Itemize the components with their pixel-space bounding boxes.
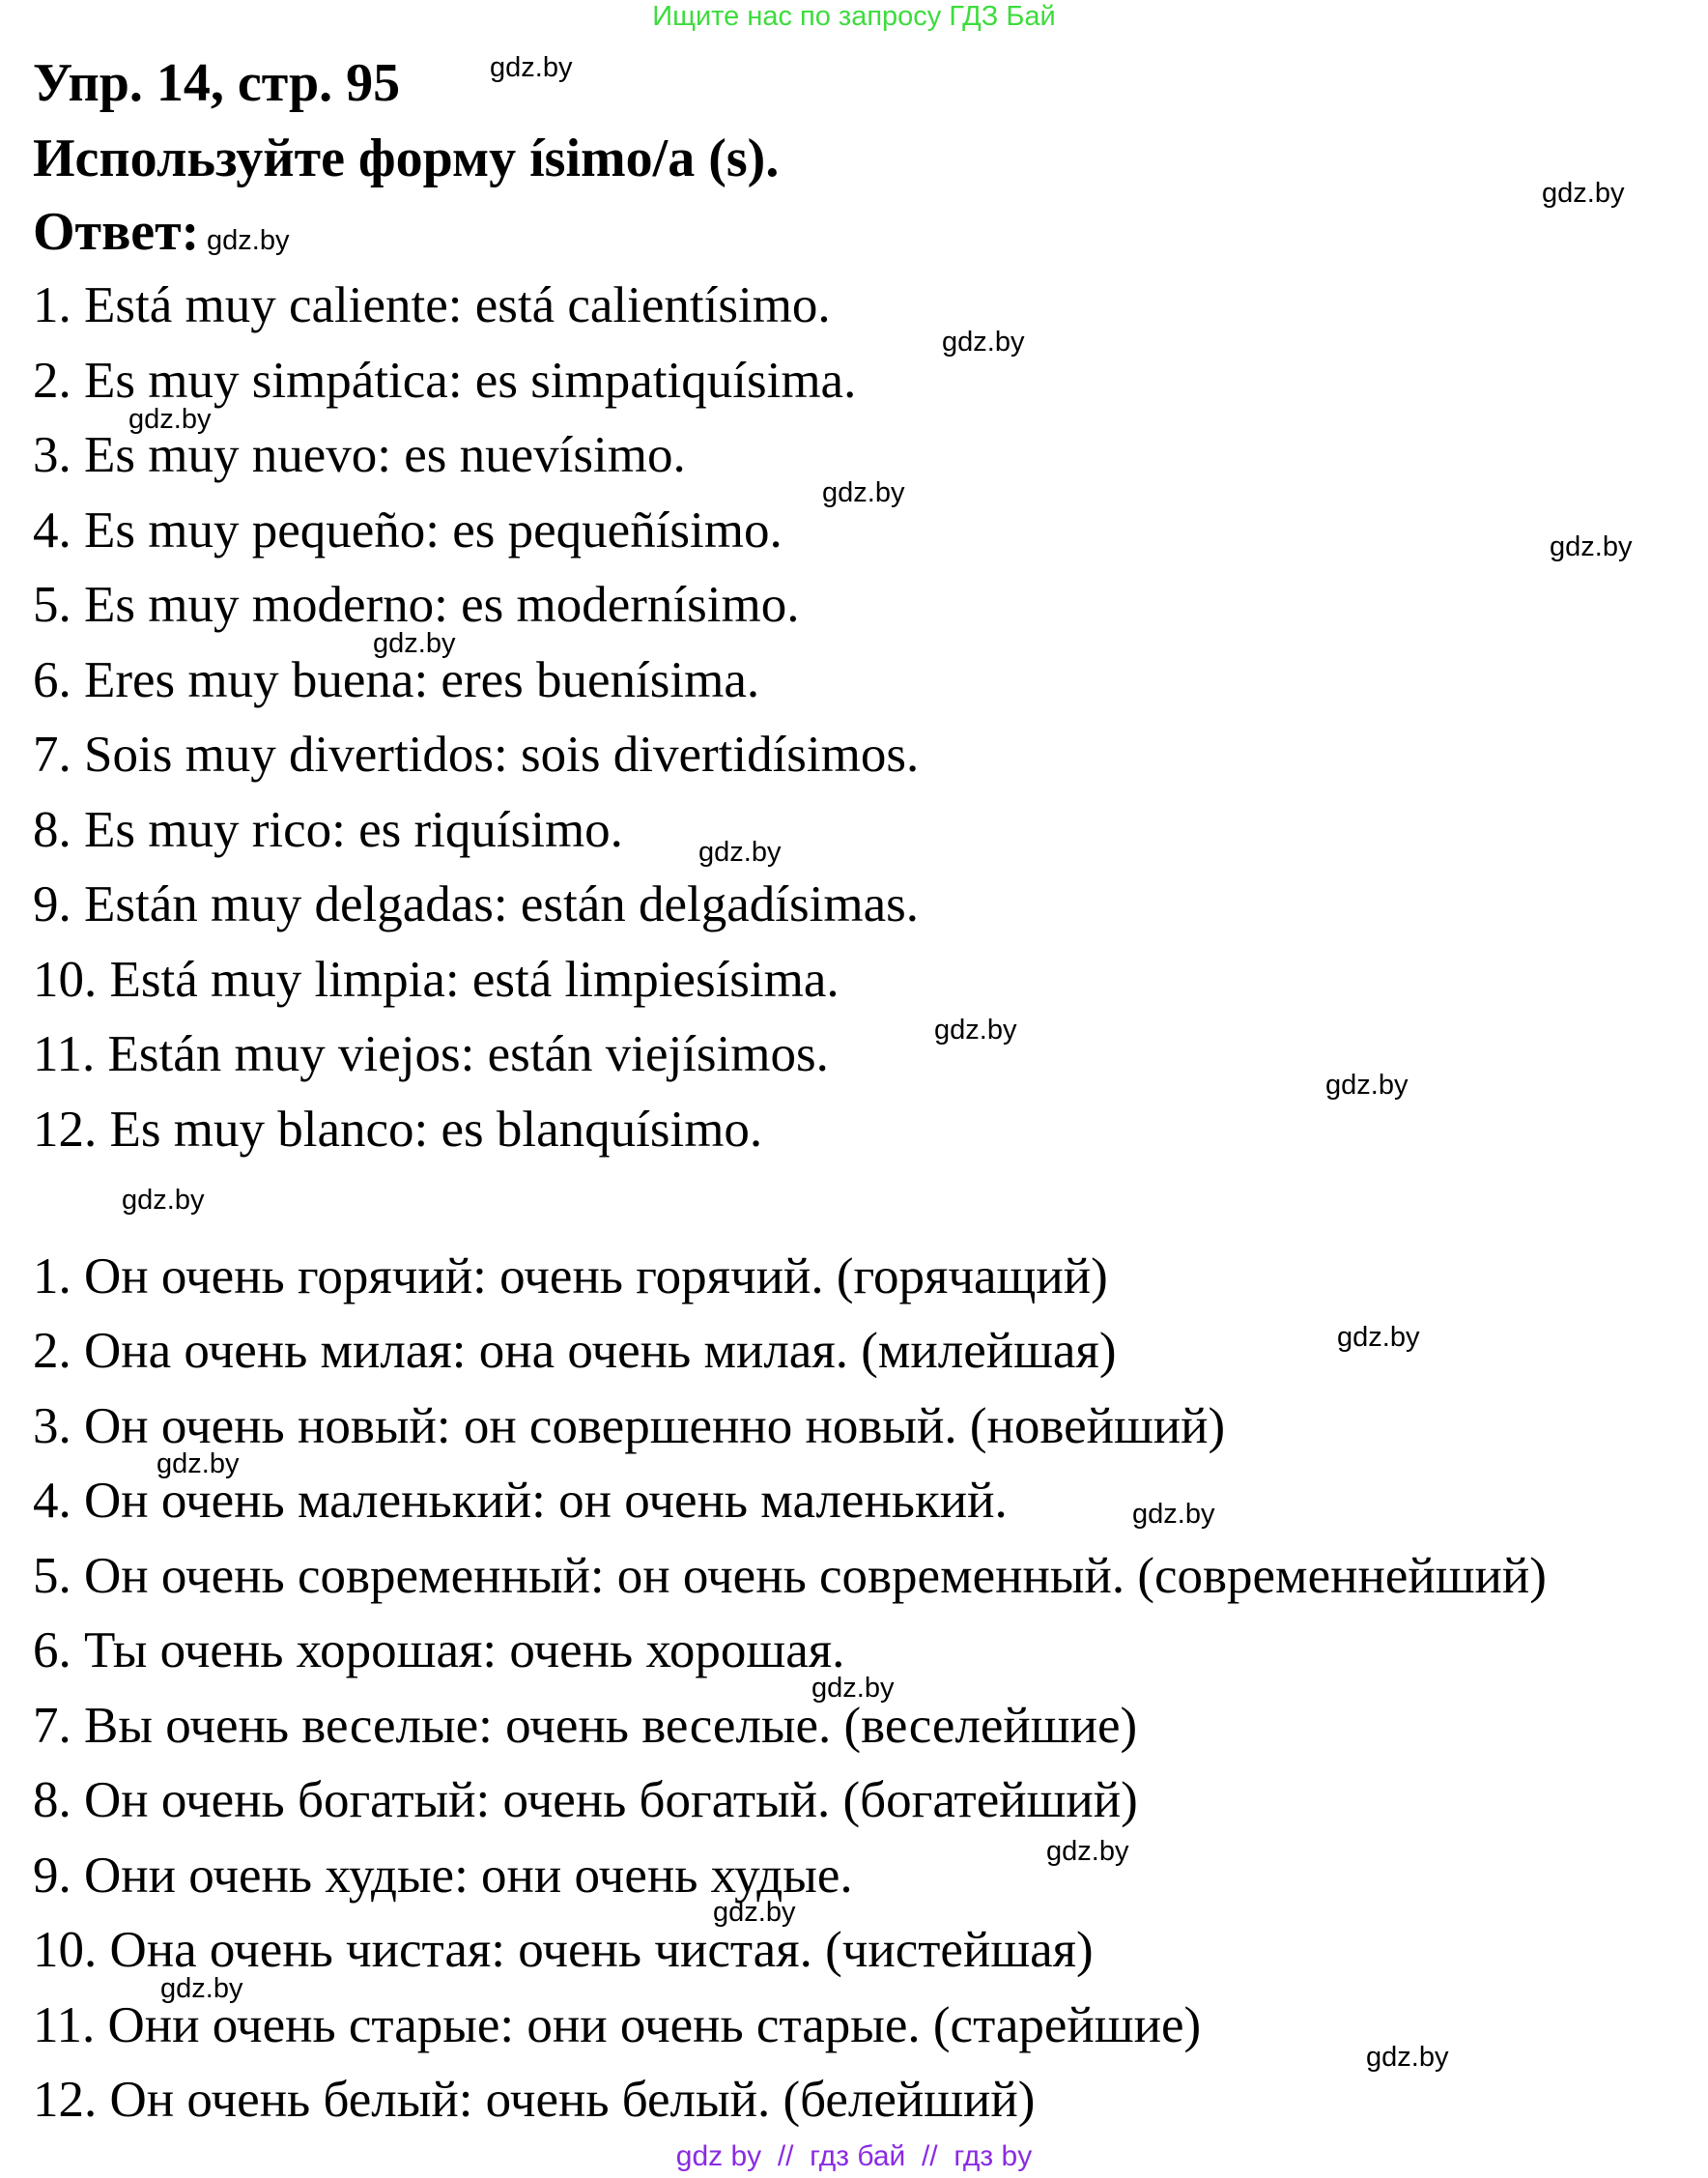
watermark: gdz.by [207,225,290,256]
list-item: 9. Они очень худые: они очень худые. [33,1848,853,1904]
watermark: gdz.by [1366,2042,1449,2073]
answer-label: Ответ: [33,202,200,262]
watermark: gdz.by [490,52,573,83]
watermark: gdz.by [698,837,782,868]
watermark: gdz.by [160,1973,243,2004]
list-item: 8. Он очень богатый: очень богатый. (богатейший) [33,1772,1138,1828]
list-item: 5. Es muy moderno: es modernísimo. [33,577,800,633]
list-item: 7. Вы очень веселые: очень веселые. (веселейшие) [33,1698,1138,1754]
exercise-title: Упр. 14, стр. 95 [33,53,401,113]
bottom-banner: gdz by // гдз бай // гдз by [675,2140,1033,2172]
watermark: gdz.by [942,327,1025,358]
watermark: gdz.by [128,404,212,435]
list-item: 7. Sois muy divertidos: sois divertidísimos. [33,727,920,783]
watermark: gdz.by [713,1897,796,1928]
list-item: 3. Es muy nuevo: es nuevísimo. [33,427,686,483]
list-item: 4. Он очень маленький: он очень маленький. [33,1473,1008,1529]
watermark: gdz.by [1550,531,1633,562]
list-item: 9. Están muy delgadas: están delgadísimas. [33,876,919,932]
watermark: gdz.by [1337,1322,1420,1353]
list-item: 10. Она очень чистая: очень чистая. (чистейшая) [33,1922,1094,1978]
list-item: 5. Он очень современный: он очень современный. (современнейший) [33,1548,1547,1604]
list-item: 11. Están muy viejos: están viejísimos. [33,1026,829,1082]
watermark: gdz.by [373,628,456,659]
list-item: 1. Он очень горячий: очень горячий. (горячащий) [33,1248,1108,1304]
watermark: gdz.by [1325,1070,1409,1101]
list-item: 2. Она очень милая: она очень милая. (милейшая) [33,1323,1117,1379]
watermark: gdz.by [822,477,905,508]
top-banner: Ищите нас по запросу ГДЗ Бай [652,1,1056,32]
watermark: gdz.by [811,1673,895,1704]
list-item: 3. Он очень новый: он совершенно новый. (новейший) [33,1398,1226,1454]
watermark: gdz.by [1542,178,1625,209]
task-text: Используйте форму ísimo/a (s). [33,129,780,188]
watermark: gdz.by [1046,1836,1129,1867]
list-item: 6. Ты очень хорошая: очень хорошая. [33,1622,845,1678]
list-item: 11. Они очень старые: они очень старые. (старейшие) [33,1997,1202,2053]
list-item: 1. Está muy caliente: está calientísimo. [33,277,831,333]
list-item: 10. Está muy limpia: está limpiesísima. [33,952,840,1008]
list-item: 8. Es muy rico: es riquísimo. [33,802,623,858]
watermark: gdz.by [934,1015,1017,1046]
watermark: gdz.by [157,1448,240,1479]
list-item: 4. Es muy pequeño: es pequeñísimo. [33,502,783,559]
list-item: 12. Es muy blanco: es blanquísimo. [33,1102,763,1158]
list-item: 12. Он очень белый: очень белый. (белейший) [33,2072,1036,2128]
list-item: 6. Eres muy buena: eres buenísima. [33,652,760,708]
watermark: gdz.by [1132,1499,1215,1530]
watermark: gdz.by [122,1185,205,1216]
list-item: 2. Es muy simpática: es simpatiquísima. [33,353,857,409]
